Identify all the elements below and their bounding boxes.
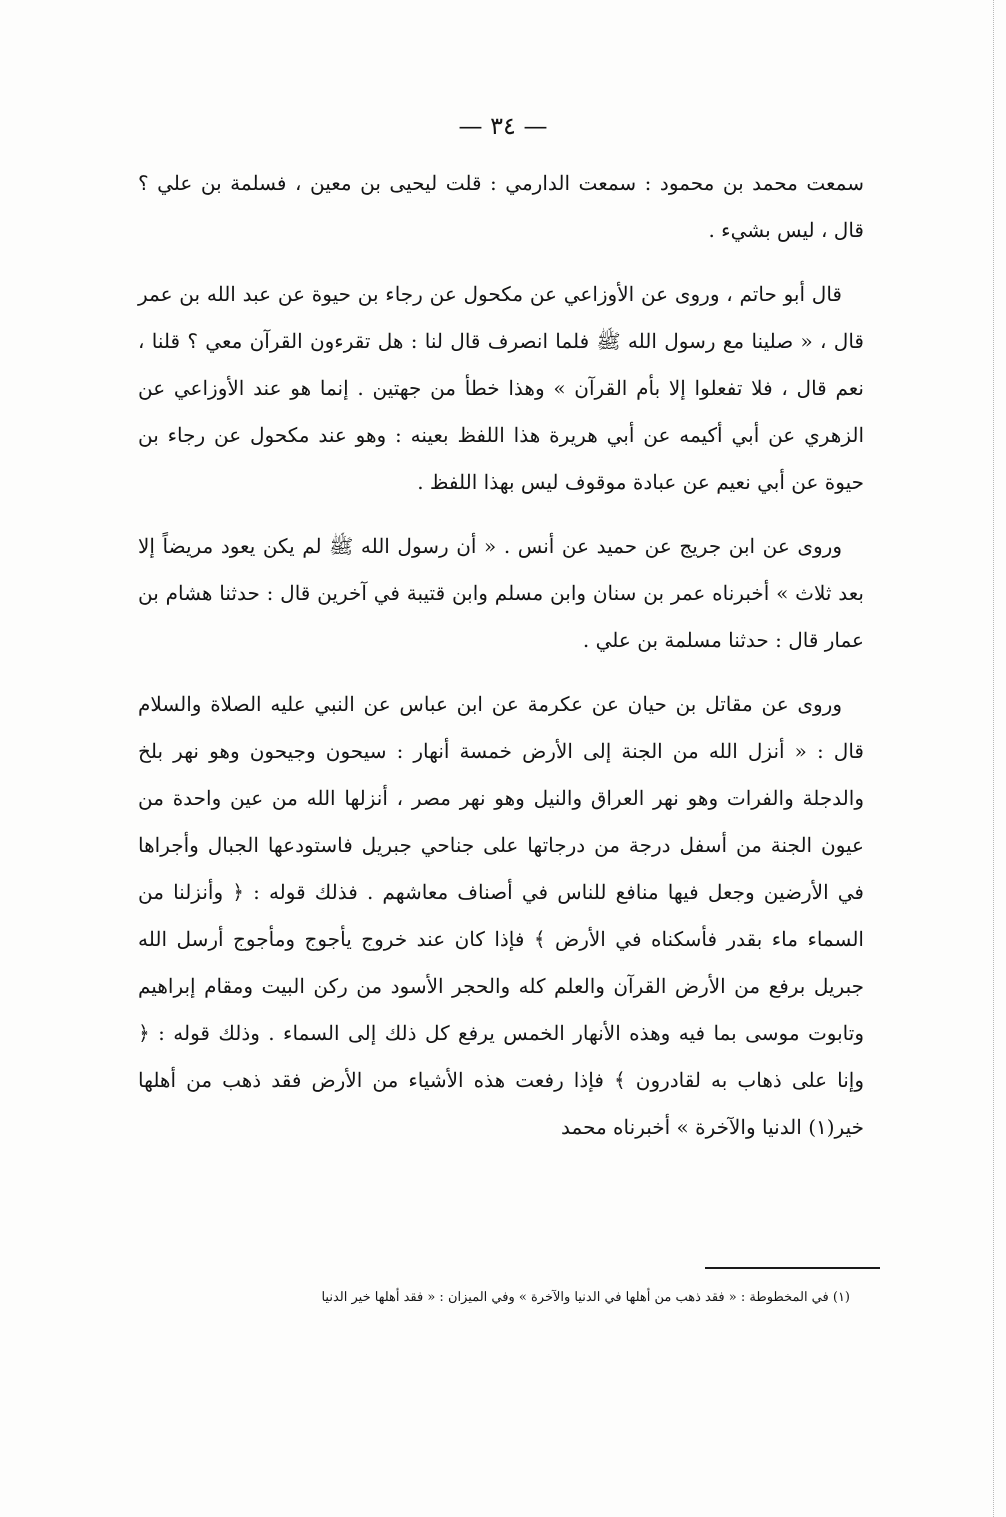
main-text: [138, 160, 864, 1168]
paragraph-2: قال أبو حاتم ، وروى عن الأوزاعي عن مكحول عن رجاء بن حيوة عن عبد الله بن عمر قال ، « صلينا مع رسول الله ﷺ فلما انصرف قال لنا : هل تقرءون القرآن معي ؟ قلنا ، نعم قال ، فلا تفعلوا إلا بأم القرآن » وهذا خطأ من جهتين . إنما هو عند الأوزاعي عن الزهري عن أبي أكيمه عن أبي هريرة هذا اللفظ بعينه : وهو عند مكحول عن رجاء بن حيوة عن أبي نعيم عن عبادة موقوف ليس بهذا اللفظ .: [138, 282, 864, 494]
scan-edge-line: [993, 0, 994, 1517]
paragraph-4: وروى عن مقاتل بن حيان عن عكرمة عن ابن عباس عن النبي عليه الصلاة والسلام قال : « أنزل الله من الجنة إلى الأرض خمسة أنهار : سيحون وجيحون وهو نهر بلخ والدجلة والفرات وهو نهر العراق والنيل وهو نهر مصر ، أنزلها الله من عين واحدة من عيون الجنة من أسفل درجة من درجاتها على جناحي جبريل فاستودعها الجبال وأجراها في الأرضين وجعل فيها منافع للناس في أصناف معاشهم . فذلك قوله : ﴿ وأنزلنا من السماء ماء بقدر فأسكناه في الأرض ﴾ فإذا كان عند خروج يأجوج ومأجوج أرسل الله جبريل برفع من الأرض القرآن والعلم كله والحجر الأسود من ركن البيت ومقام إبراهيم وتابوت موسى بما فيه وهذه الأنهار الخمس يرفع كل ذلك إلى السماء . وذلك قوله : ﴿ وإنا على ذهاب به لقادرون ﴾ فإذا رفعت هذه الأشياء من الأرض فقد ذهب من أهلها خير(١) الدنيا والآخرة » أخبرناه محمد: [138, 692, 864, 1139]
paragraph-3: وروى عن ابن جريج عن حميد عن أنس . « أن رسول الله ﷺ لم يكن يعود مريضاً إلا بعد ثلاث » أخبرناه عمر بن سنان وابن مسلم وابن قتيبة في آخرين قال : حدثنا هشام بن عمار قال : حدثنا مسلمة بن علي .: [138, 534, 864, 652]
paragraph-1: سمعت محمد بن محمود : سمعت الدارمي : قلت ليحيى بن معين ، فسلمة بن علي ؟ قال ، ليس بشيء .: [138, 171, 864, 242]
footnote-divider: [705, 1267, 880, 1269]
page-number: — ٣٤ —: [458, 112, 548, 140]
footnote: (١) في المخطوطة : « فقد ذهب من أهلها في الدنيا والآخرة » وفي الميزان : « فقد أهلها خير الدنيا: [321, 1290, 850, 1305]
